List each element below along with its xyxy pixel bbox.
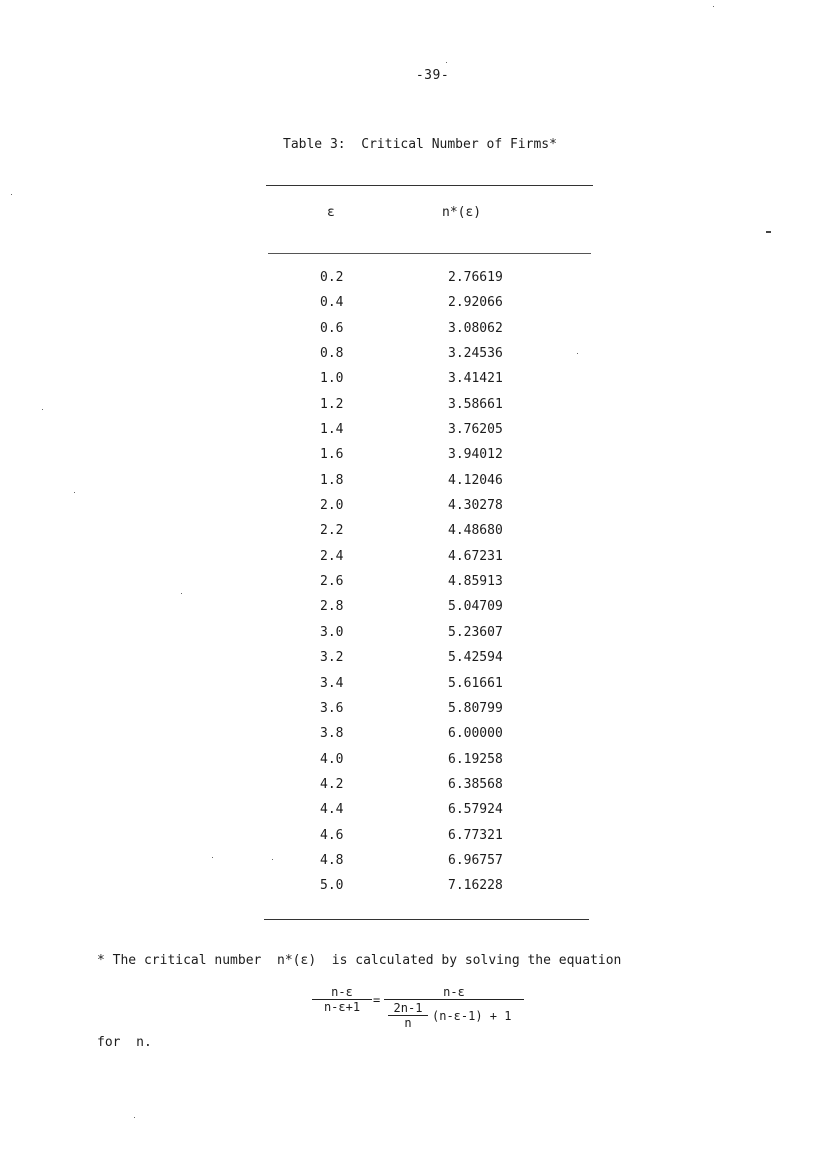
- equation-inner-numerator: 2n-1: [388, 1001, 428, 1016]
- table-row: [0, 447, 827, 472]
- epsilon-value: 4.6: [320, 827, 344, 843]
- critical-number-value: 3.41421: [448, 371, 503, 387]
- table-row: [0, 549, 827, 574]
- table-row: [0, 270, 827, 295]
- critical-number-value: 5.42594: [448, 650, 503, 666]
- table-header-rule: [268, 253, 591, 254]
- scan-speck: [713, 6, 714, 7]
- epsilon-value: 2.0: [320, 498, 344, 514]
- epsilon-value: 0.4: [320, 295, 344, 311]
- table-row: [0, 726, 827, 751]
- column-header-epsilon: ε: [327, 205, 335, 220]
- critical-number-value: 7.16228: [448, 878, 503, 894]
- epsilon-value: 3.2: [320, 650, 344, 666]
- scan-speck: [446, 62, 447, 63]
- table-row: [0, 498, 827, 523]
- scan-speck: [11, 194, 12, 195]
- critical-number-value: 4.30278: [448, 498, 503, 514]
- epsilon-value: 1.0: [320, 371, 344, 387]
- table-row: [0, 321, 827, 346]
- table-row: [0, 397, 827, 422]
- epsilon-value: 1.6: [320, 447, 344, 463]
- critical-number-value: 4.48680: [448, 523, 503, 539]
- equation-denominator-rest: (n-ε-1) + 1: [432, 1009, 512, 1023]
- epsilon-value: 4.2: [320, 776, 344, 792]
- epsilon-value: 2.2: [320, 523, 344, 539]
- epsilon-value: 0.6: [320, 320, 344, 336]
- epsilon-value: 2.4: [320, 548, 344, 564]
- column-header-critical-number: n*(ε): [442, 205, 482, 220]
- epsilon-value: 2.8: [320, 599, 344, 615]
- critical-number-value: 5.23607: [448, 624, 503, 640]
- table-row: [0, 828, 827, 853]
- epsilon-value: 0.2: [320, 270, 344, 285]
- critical-number-value: 6.77321: [448, 827, 503, 843]
- table-row: [0, 802, 827, 827]
- critical-number-value: 6.38568: [448, 776, 503, 792]
- epsilon-value: 5.0: [320, 878, 344, 894]
- epsilon-value: 4.8: [320, 852, 344, 868]
- table-row: [0, 625, 827, 650]
- table-row: [0, 346, 827, 371]
- critical-number-value: 3.94012: [448, 447, 503, 463]
- critical-number-value: 5.61661: [448, 675, 503, 691]
- critical-number-value: 6.96757: [448, 852, 503, 868]
- footnote: * The critical number n*(ε) is calculated by solving the equation: [97, 953, 622, 968]
- scan-speck: [74, 492, 75, 493]
- table-row: [0, 752, 827, 777]
- equation-rhs-numerator: n-ε: [443, 985, 465, 999]
- scan-speck: [134, 1117, 135, 1118]
- critical-number-value: 4.12046: [448, 472, 503, 488]
- table-row: [0, 295, 827, 320]
- scan-speck: [212, 857, 213, 858]
- epsilon-value: 2.6: [320, 574, 344, 590]
- table-row: [0, 523, 827, 548]
- table-row: [0, 371, 827, 396]
- equation-lhs-fraction: [312, 985, 372, 1014]
- epsilon-value: 1.8: [320, 472, 344, 488]
- equation-rhs-fraction: [384, 985, 524, 1040]
- table-row: [0, 777, 827, 802]
- table-title: Table 3: Critical Number of Firms*: [283, 137, 557, 152]
- epsilon-value: 3.4: [320, 675, 344, 691]
- table-row: [0, 473, 827, 498]
- critical-number-value: 5.80799: [448, 700, 503, 716]
- epsilon-value: 3.6: [320, 700, 344, 716]
- epsilon-value: 1.4: [320, 422, 344, 438]
- table-row: [0, 422, 827, 447]
- epsilon-value: 4.0: [320, 751, 344, 767]
- table-row: [0, 650, 827, 675]
- critical-number-value: 4.67231: [448, 548, 503, 564]
- scan-speck: [42, 409, 43, 410]
- scan-speck: [272, 859, 273, 860]
- table-row: [0, 599, 827, 624]
- critical-number-value: 3.76205: [448, 422, 503, 438]
- table-row: [0, 574, 827, 599]
- critical-number-value: 2.76619: [448, 270, 503, 285]
- equation-inner-fraction: [388, 1001, 428, 1030]
- epsilon-value: 3.0: [320, 624, 344, 640]
- for-n-line: for n.: [97, 1035, 152, 1050]
- epsilon-value: 4.4: [320, 802, 344, 818]
- critical-number-value: 3.08062: [448, 320, 503, 336]
- scan-mark: [766, 231, 771, 233]
- critical-number-value: 3.24536: [448, 346, 503, 362]
- critical-number-value: 6.19258: [448, 751, 503, 767]
- table-row: [0, 878, 827, 903]
- equation-lhs-denominator: n-ε+1: [312, 999, 372, 1014]
- equation-equals-sign: =: [373, 993, 381, 1007]
- epsilon-value: 1.2: [320, 396, 344, 412]
- table-row: [0, 701, 827, 726]
- epsilon-value: 3.8: [320, 726, 344, 742]
- critical-number-value: 6.00000: [448, 726, 503, 742]
- equation-inner-denominator: n: [404, 1016, 412, 1030]
- page-number: -39-: [415, 68, 450, 83]
- equation-lhs-numerator: n-ε: [331, 985, 353, 999]
- table-top-rule: [266, 185, 593, 186]
- scan-speck: [181, 593, 182, 594]
- critical-number-value: 2.92066: [448, 295, 503, 311]
- table-row: [0, 676, 827, 701]
- epsilon-value: 0.8: [320, 346, 344, 362]
- table-body: [0, 270, 827, 904]
- critical-number-value: 3.58661: [448, 396, 503, 412]
- table-row: [0, 853, 827, 878]
- table-bottom-rule: [264, 919, 589, 920]
- critical-number-value: 5.04709: [448, 599, 503, 615]
- scan-speck: [577, 353, 578, 354]
- equation-rhs-denominator: [384, 999, 524, 1040]
- critical-number-value: 4.85913: [448, 574, 503, 590]
- critical-number-value: 6.57924: [448, 802, 503, 818]
